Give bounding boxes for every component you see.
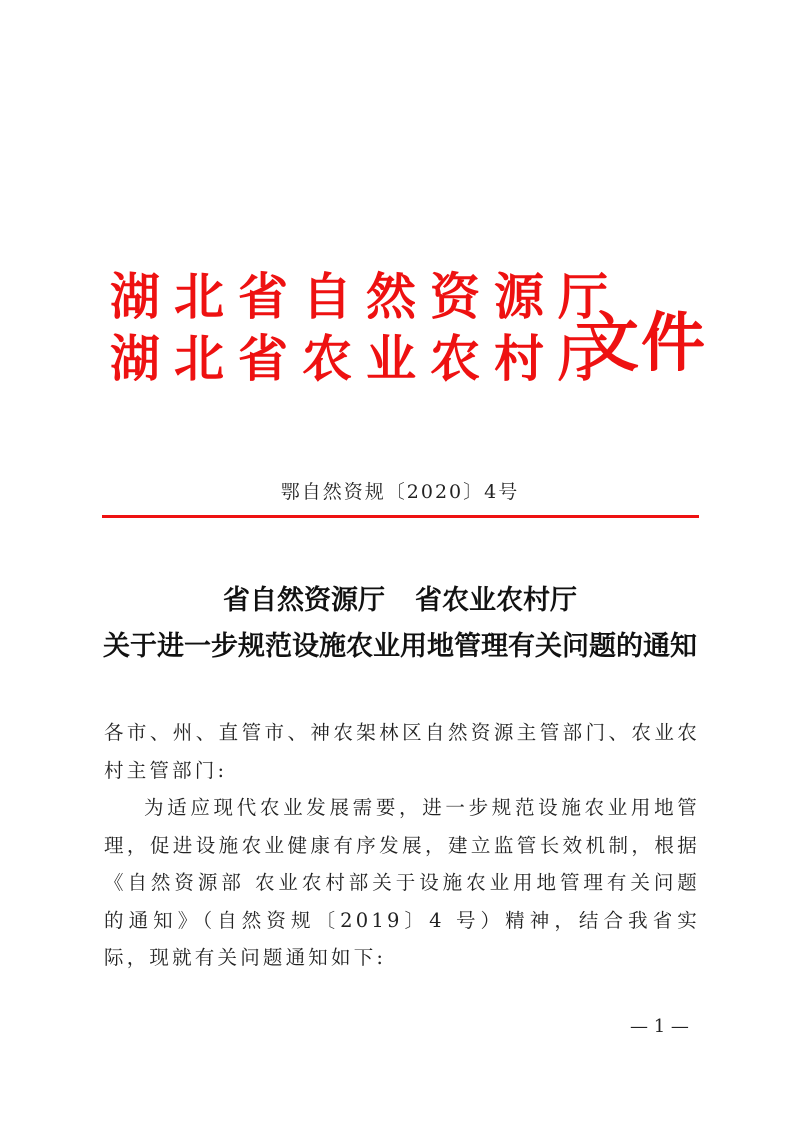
issuer-line-1: 湖北省自然资源厅 (110, 267, 622, 326)
issuer-line-2: 湖北省农业农村厅 (110, 329, 622, 388)
paragraph-1: 为适应现代农业发展需要，进一步规范设施农业用地管理，促进设施农业健康有序发展，建立监管长效机制，根据《自然资源部 农业农村部关于设施农业用地管理有关问题的通知》（自然资规〔2019〕4 号）精神，结合我省实际，现就有关问题通知如下: (104, 796, 700, 969)
issuer-names (110, 266, 622, 390)
title-issuer-2: 省农业农村厅 (415, 585, 577, 616)
recipients: 各市、州、直管市、神农架林区自然资源主管部门、农业农村主管部门: (104, 721, 700, 782)
document-body (104, 714, 700, 977)
title-line-2: 关于进一步规范设施农业用地管理有关问题的通知 (103, 631, 697, 662)
red-divider (102, 515, 699, 518)
title-issuer-1: 省自然资源厅 (223, 585, 385, 616)
header-suffix: 文件 (575, 306, 707, 381)
title-line-1 (0, 578, 800, 624)
document-number: 鄂自然资规〔2020〕4号 (280, 481, 520, 503)
document-header (100, 262, 707, 402)
page-number: — 1 — (630, 1016, 689, 1037)
document-title (0, 578, 800, 670)
